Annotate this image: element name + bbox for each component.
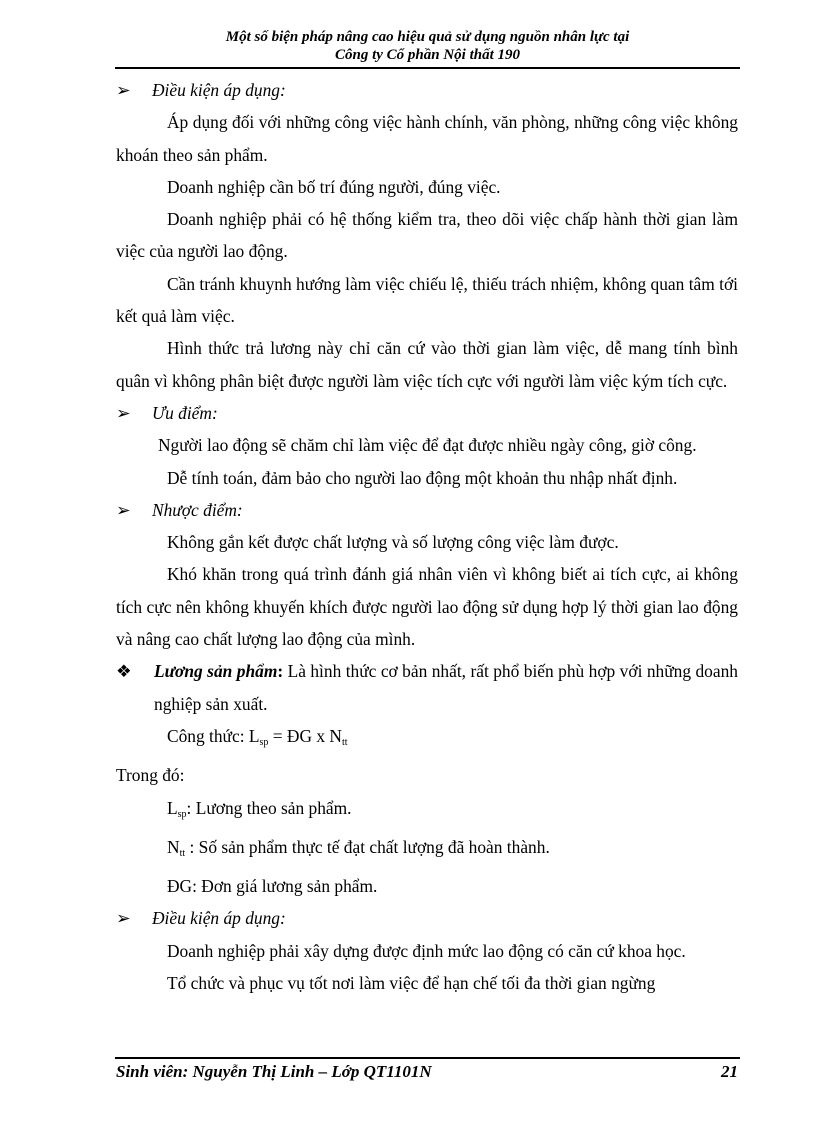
formula-label: Công thức: L [167, 725, 260, 746]
definition-bullet [116, 655, 738, 720]
paragraph: Tổ chức và phục vụ tốt nơi làm việc để hạn chế tối đa thời gian ngừng [167, 973, 656, 994]
term-colon: : [277, 661, 284, 682]
arrow-bullet-icon: ➢ [116, 499, 131, 520]
paragraph: Doanh nghiệp phải xây dựng được định mức lao động có căn cứ khoa học. [167, 940, 686, 961]
paragraph: Doanh nghiệp phải có hệ thống kiểm tra, theo dõi việc chấp hành thời gian làm việc của người lao động. [116, 209, 738, 262]
bullet-heading-text: Điều kiện áp dụng: [152, 80, 286, 100]
formula-body: = ĐG x N [268, 725, 342, 746]
page-number: 21 [721, 1062, 738, 1081]
formula [116, 720, 738, 759]
paragraph: Dễ tính toán, đảm bảo cho người lao động một khoản thu nhập nhất định. [167, 467, 678, 488]
paragraph: Khó khăn trong quá trình đánh giá nhân viên vì không biết ai tích cực, ai không tích cực nên không khuyến khích được người lao động sử dụng hợp lý thời gian lao động và nâng cao chất lượng lao động của mình. [116, 564, 738, 650]
bullet-heading-text: Ưu điểm: [152, 402, 218, 423]
term-description: Là hình thức cơ bản nhất, rất phổ biến phù hợp với những doanh nghiệp sản xuất. [154, 661, 738, 714]
paragraph: Doanh nghiệp cần bố trí đúng người, đúng việc. [167, 176, 501, 197]
where-label: Trong đó: [116, 765, 185, 786]
definition-text: : Số sản phẩm thực tế đạt chất lượng đã hoàn thành. [185, 836, 550, 857]
symbol: N [167, 836, 180, 857]
header-divider [115, 67, 740, 69]
symbol-subscript: tt [179, 847, 186, 859]
bullet-heading-text: Điều kiện áp dụng: [152, 908, 286, 929]
footer-divider [115, 1057, 740, 1059]
paragraph: Người lao động sẽ chăm chỉ làm việc để đạt được nhiều ngày công, giờ công. [158, 435, 697, 456]
bullet-heading-text: Nhược điểm: [152, 499, 243, 520]
page-footer [116, 1062, 738, 1082]
bullet-heading [116, 494, 738, 526]
document-body [116, 74, 738, 999]
page-header [115, 28, 740, 64]
term: Lương sản phẩm [154, 661, 278, 682]
header-title-line-2: Công ty Cổ phần Nội thất 190 [334, 47, 521, 63]
paragraph: Cần tránh khuynh hướng làm việc chiếu lệ, thiếu trách nhiệm, không quan tâm tới kết quả làm việc. [116, 273, 738, 327]
symbol-subscript: sp [177, 808, 187, 820]
bullet-heading [116, 902, 738, 934]
bullet-heading [116, 397, 738, 429]
arrow-bullet-icon: ➢ [116, 80, 131, 100]
bullet-heading [116, 74, 738, 106]
formula-subscript: tt [342, 736, 348, 748]
diamond-bullet-icon: ❖ [116, 661, 132, 682]
definition-line [116, 831, 738, 870]
paragraph: Không gắn kết được chất lượng và số lượng công việc làm được. [167, 532, 619, 553]
footer-student: Sinh viên: Nguyễn Thị Linh – Lớp QT1101N [116, 1062, 432, 1081]
paragraph: Hình thức trả lương này chỉ căn cứ vào thời gian làm việc, dễ mang tính bình quân vì không phân biệt được người làm việc tích cực với người làm việc kým tích cực. [116, 338, 738, 391]
paragraph: Áp dụng đối với những công việc hành chính, văn phòng, những công việc không khoán theo sản phẩm. [116, 112, 738, 165]
header-title-line-1: Một số biện pháp nâng cao hiệu quả sử dụng nguồn nhân lực tại [225, 29, 630, 45]
symbol: L [167, 797, 178, 818]
definition-line: ĐG: Đơn giá lương sản phẩm. [167, 876, 378, 897]
definition-text [154, 655, 738, 720]
definition-line [116, 792, 738, 831]
definition-text: : Lương theo sản phẩm. [186, 797, 352, 818]
arrow-bullet-icon: ➢ [116, 908, 131, 929]
arrow-bullet-icon: ➢ [116, 402, 131, 423]
formula-subscript: sp [259, 736, 269, 748]
